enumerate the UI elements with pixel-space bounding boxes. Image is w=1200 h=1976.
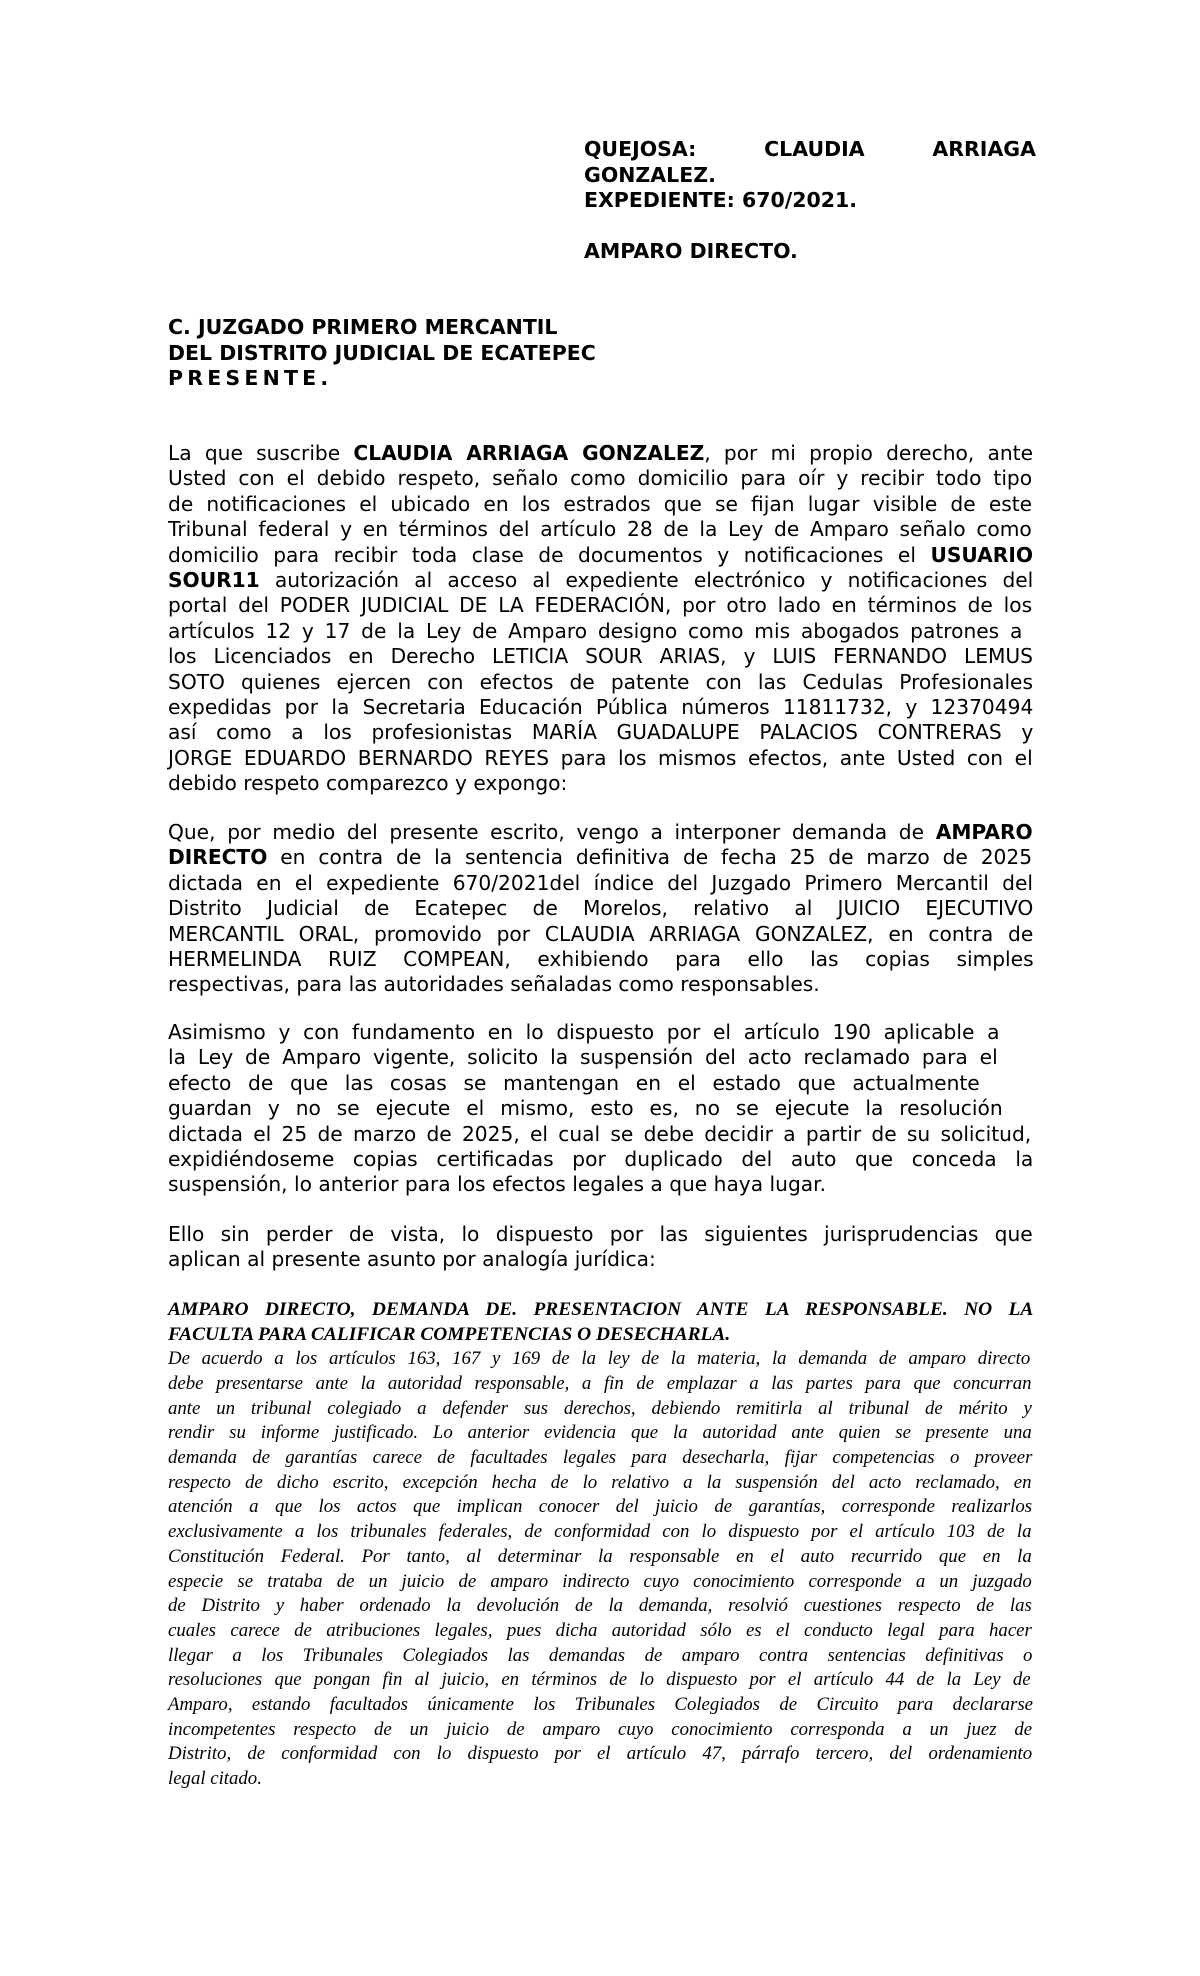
quejosa-first-name: CLAUDIA	[764, 137, 865, 161]
addressee-district: DEL DISTRITO JUDICIAL DE ECATEPEC	[168, 340, 596, 365]
body-line: atención a que los actos que implican conocer del juicio de garantías, corresponde realizarlos	[168, 1496, 1033, 1518]
jurisprudence-title	[168, 1298, 1036, 1347]
paragraph-jurisprudence-intro	[168, 1222, 1036, 1273]
body-line: respecto de dicho escrito, excepción hecha de lo relativo a la suspensión del acto reclamado, en	[168, 1471, 1032, 1493]
expediente-line: EXPEDIENTE: 670/2021.	[584, 188, 858, 213]
quejosa-line	[584, 137, 1036, 163]
text-line: portal del PODER JUDICIAL DE LA FEDERACIÓN, por otro lado en términos de los	[168, 593, 1033, 618]
addressee-court: C. JUZGADO PRIMERO MERCANTIL	[168, 315, 558, 339]
text-line: MERCANTIL ORAL, promovido por CLAUDIA ARRIAGA GONZALEZ, en contra de	[168, 921, 1034, 946]
body-line: resoluciones que pongan fin al juicio, en términos de lo dispuesto por el artículo 44 de la Ley de	[168, 1669, 1031, 1691]
text-line: de notificaciones el ubicado en los estrados que se fijan lugar visible de este	[168, 491, 1033, 516]
text-line: efecto de que las cosas se mantengan en el estado que actualmente	[168, 1070, 980, 1095]
title-line: FACULTA PARA CALIFICAR COMPETENCIAS O DESECHARLA.	[168, 1323, 731, 1345]
amparo-type: AMPARO DIRECTO.	[584, 239, 798, 264]
paragraph-demand	[168, 820, 1036, 998]
quejosa-surname: ARRIAGA	[932, 137, 1036, 161]
body-line: de Distrito y haber ordenado la devolución de la demanda, resolvió cuestiones respecto de las	[168, 1595, 1032, 1617]
text-line: SOTO quienes ejercen con efectos de patente con las Cedulas Profesionales	[168, 669, 1033, 694]
text-line: dictada en el expediente 670/2021del índice del Juzgado Primero Mercantil del	[168, 870, 1033, 895]
text-line: Asimismo y con fundamento en lo dispuesto por el artículo 190 aplicable a	[168, 1020, 1000, 1044]
text-line: JORGE EDUARDO BERNARDO REYES para los mismos efectos, ante Usted con el	[168, 745, 1033, 770]
text-line: Usted con el debido respeto, señalo como domicilio para oír y recibir todo tipo	[168, 466, 1033, 491]
addressee-presente: PRESENTE.	[168, 366, 333, 391]
body-line: De acuerdo a los artículos 163, 167 y 169 de la ley de la materia, la demanda de amparo directo	[168, 1348, 1031, 1370]
body-line: demanda de garantías carece de facultades legales para desecharla, fijar competencias o proveer	[168, 1447, 1033, 1468]
case-caption	[584, 137, 1036, 265]
body-line: incompetentes respecto de un juicio de amparo cuyo conocimiento corresponda a un juez de	[168, 1718, 1033, 1740]
text-line: Ello sin perder de vista, lo dispuesto por las siguientes jurisprudencias que	[168, 1222, 1033, 1246]
body-line: Constitución Federal. Por tanto, al determinar la responsable en el auto recurrido que en la	[168, 1545, 1032, 1567]
text-line: suspensión, lo anterior para los efectos legales a que haya lugar.	[168, 1172, 826, 1197]
body-line: debe presentarse ante la autoridad responsable, a fin de emplazar a las partes para que concurran	[168, 1372, 1032, 1394]
body-line: Amparo, estando facultados únicamente los Tribunales Colegiados de Circuito para declararse	[168, 1694, 1033, 1716]
text-line: la Ley de Amparo vigente, solicito la suspensión del acto reclamado para el	[168, 1045, 998, 1070]
text-line: Tribunal federal y en términos del artículo 28 de la Ley de Amparo señalo como	[168, 517, 1032, 542]
text-line: aplican al presente asunto por analogía jurídica:	[168, 1247, 656, 1272]
text-line: guardan y no se ejecute el mismo, esto es, no se ejecute la resolución	[168, 1096, 1003, 1121]
body-line: ante un tribunal colegiado a defender sus derechos, debiendo remitirla al tribunal de mérito y	[168, 1397, 1032, 1419]
jurisprudence-quote	[168, 1298, 1036, 1792]
paragraph-intro	[168, 441, 1036, 797]
quejosa-second-surname: GONZALEZ.	[584, 162, 716, 187]
body-line: legal citado.	[168, 1768, 262, 1790]
text-line: domicilio para recibir toda clase de documentos y notificaciones el USUARIO	[168, 542, 1033, 567]
text-line: Que, por medio del presente escrito, vengo a interponer demanda de AMPARO	[168, 820, 1033, 844]
paragraph-suspension	[168, 1020, 1036, 1198]
text-line: dictada el 25 de marzo de 2025, el cual se debe decidir a partir de su solicitud,	[168, 1121, 1032, 1146]
body-line: Distrito, de conformidad con lo dispuesto por el artículo 47, párrafo tercero, del ordenamiento	[168, 1743, 1033, 1765]
text-line: expedidas por la Secretaria Educación Pública números 11811732, y 12370494	[168, 695, 1034, 720]
text-line: los Licenciados en Derecho LETICIA SOUR ARIAS, y LUIS FERNANDO LEMUS	[168, 644, 1033, 669]
body-line: exclusivamente a los tribunales federales, de conformidad con lo dispuesto por el artículo 103 de la	[168, 1521, 1032, 1543]
body-line: llegar a los Tribunales Colegiados las demandas de amparo contra sentencias definitivas o	[168, 1644, 1033, 1666]
addressee-block	[168, 315, 668, 392]
text-line: SOUR11 autorización al acceso al expediente electrónico y notificaciones del	[168, 568, 1034, 593]
body-line: cuales carece de atribuciones legales, pues dicha autoridad sólo es el conducto legal para hacer	[168, 1619, 1032, 1641]
title-line: AMPARO DIRECTO, DEMANDA DE. PRESENTACION ANTE LA RESPONSABLE. NO LA	[168, 1299, 1034, 1320]
text-line: artículos 12 y 17 de la Ley de Amparo designo como mis abogados patrones a	[168, 618, 1023, 643]
text-line: respectivas, para las autoridades señaladas como responsables.	[168, 972, 820, 997]
text-line: La que suscribe CLAUDIA ARRIAGA GONZALEZ, por mi propio derecho, ante	[168, 441, 1033, 465]
text-line: debido respeto comparezco y expongo:	[168, 771, 568, 796]
text-line: DIRECTO en contra de la sentencia definitiva de fecha 25 de marzo de 2025	[168, 845, 1033, 870]
body-line: especie se trataba de un juicio de amparo indirecto cuyo conocimiento corresponde a un juzgado	[168, 1570, 1032, 1592]
text-line: expidiéndoseme copias certificadas por duplicado del auto que conceda la	[168, 1147, 1034, 1172]
text-line: así como a los profesionistas MARÍA GUADALUPE PALACIOS CONTRERAS y	[168, 720, 1034, 745]
quejosa-label: QUEJOSA:	[584, 137, 697, 161]
text-line: Distrito Judicial de Ecatepec de Morelos, relativo al JUICIO EJECUTIVO	[168, 896, 1034, 921]
text-line: HERMELINDA RUIZ COMPEAN, exhibiendo para ello las copias simples	[168, 947, 1034, 972]
jurisprudence-body	[168, 1347, 1036, 1792]
body-line: rendir su informe justificado. Lo anterior evidencia que la autoridad ante quien se presente una	[168, 1422, 1032, 1444]
